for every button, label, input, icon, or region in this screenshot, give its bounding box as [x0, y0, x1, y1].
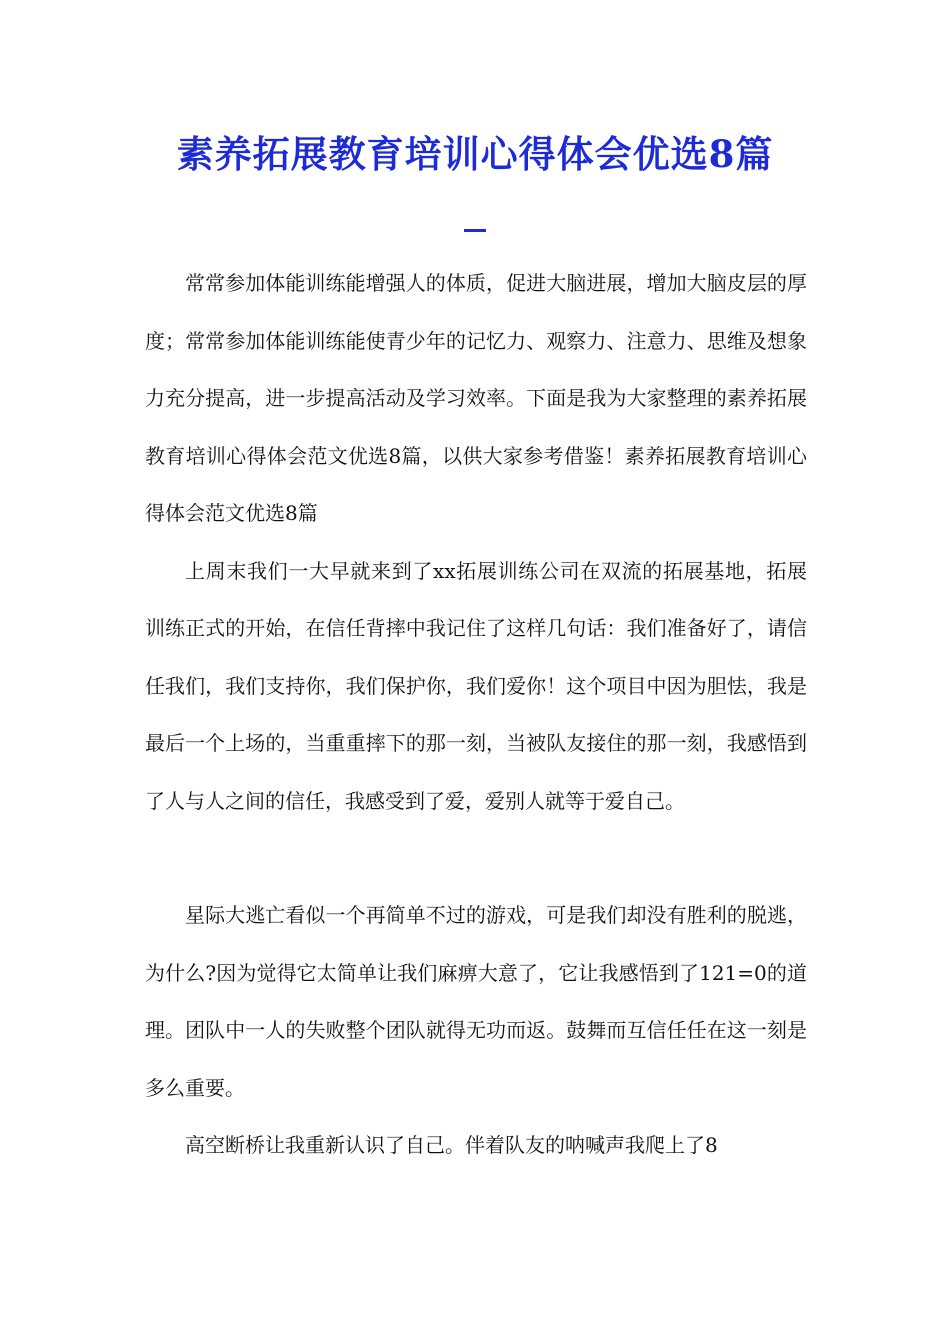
paragraph-high-bridge: 高空断桥让我重新认识了自己。伴着队友的呐喊声我爬上了8 — [185, 1133, 718, 1157]
paragraph-intro: 常常参加体能训练能增强人的体质，促进大脑进展，增加大脑皮层的厚度；常常参加体能训练能使青少年的记忆力、观察力、注意力、思维及想象力充分提高，进一步提高活动及学习效率。下面是我为大家整理的素养拓展教育培训心得体会范文优选8篇，以供大家参考借鉴！素养拓展教育培训心得体会范文优选8篇 — [145, 271, 807, 525]
paragraph-star-escape: 星际大逃亡看似一个再简单不过的游戏，可是我们却没有胜利的脱逃，为什么?因为觉得它太简单让我们麻痹大意了，它让我感悟到了121=0的道理。团队中一人的失败整个团队就得无功而返。鼓舞而互信任任在这一刻是多么重要。 — [145, 903, 807, 1100]
title-underline-rule — [464, 229, 486, 232]
document-title: 素养拓展教育培训心得体会优选8篇 — [176, 132, 774, 176]
paragraph-spacer — [145, 830, 807, 887]
paragraph-trust-fall: 上周末我们一大早就来到了xx拓展训练公司在双流的拓展基地，拓展训练正式的开始，在信任背摔中我记住了这样几句话：我们准备好了，请信任我们，我们支持你，我们保护你，我们爱你！这个项目中因为胆怯，我是最后一个上场的，当重重摔下的那一刻，当被队友接住的那一刻，我感悟到了人与人之间的信任，我感受到了爱，爱别人就等于爱自己。 — [145, 558, 807, 813]
document-body — [145, 255, 807, 1175]
